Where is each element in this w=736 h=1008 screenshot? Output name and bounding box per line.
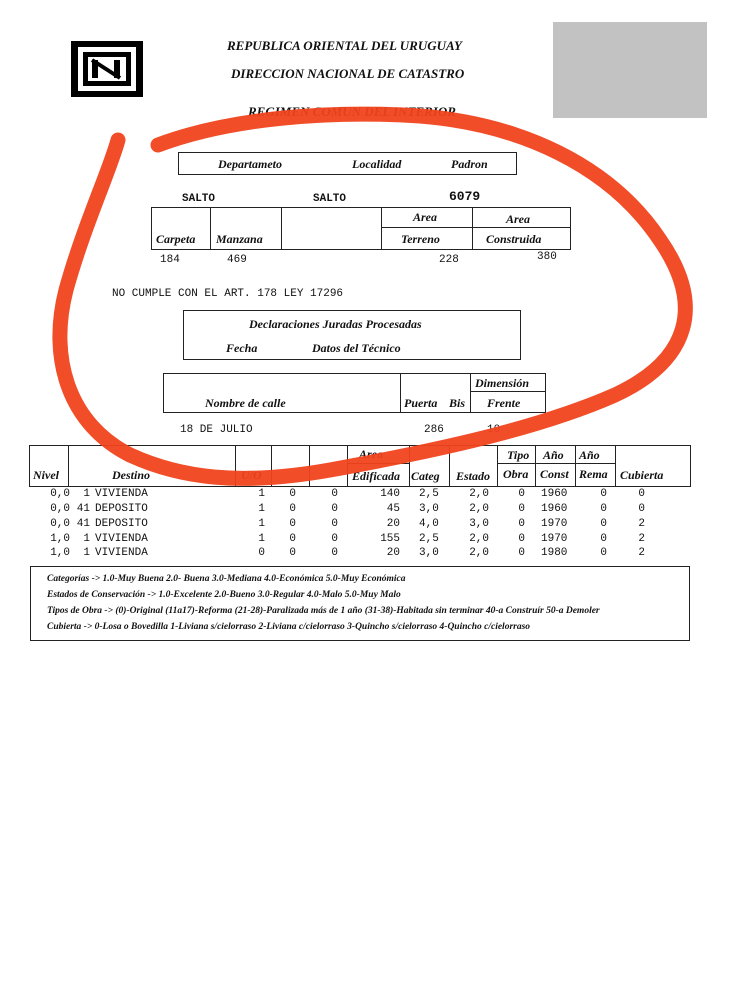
tipo-header-bottom: Obra <box>503 467 529 481</box>
estado-header: Estado <box>456 469 491 483</box>
legend-estados: Estados de Conservación -> 1.0-Excelente 2.0-Bueno 3.0-Regular 4.0-Malo 5.0-Muy Malo <box>47 590 401 600</box>
departamento-value: SALTO <box>182 193 216 205</box>
nivel-cell: 0,0 <box>50 503 70 515</box>
code-cell: 41 <box>76 503 90 515</box>
cubierta-cell: 2 <box>638 533 645 545</box>
categ-cell: 3,0 <box>419 503 439 515</box>
puerta-label: Puerta <box>404 396 438 410</box>
rema-cell: 0 <box>600 547 607 559</box>
c3-cell: 0 <box>331 503 338 515</box>
cubierta-header: Cubierta <box>620 468 664 482</box>
bis-label: Bis <box>449 396 466 410</box>
uo-cell: 1 <box>258 533 265 545</box>
table-row <box>0 518 736 532</box>
const-cell: 1970 <box>541 533 568 545</box>
uo-cell: 1 <box>258 518 265 530</box>
calle-label: Nombre de calle <box>205 396 286 410</box>
anio-rema-header-bottom: Rema <box>579 467 608 481</box>
code-cell: 1 <box>83 547 90 559</box>
tipo-cell: 0 <box>518 533 525 545</box>
c2-cell: 0 <box>289 518 296 530</box>
destino-cell: VIVIENDA <box>95 533 148 545</box>
localidad-label: Localidad <box>352 157 402 171</box>
destino-cell: DEPOSITO <box>95 503 148 515</box>
fecha-label: Fecha <box>226 341 258 355</box>
table-row <box>0 488 736 502</box>
area-construida-label-top: Area <box>506 212 530 226</box>
anio-const-header-bottom: Const <box>540 467 569 481</box>
c2-cell: 0 <box>289 547 296 559</box>
code-cell: 1 <box>83 488 90 500</box>
area-construida-label-bottom: Construida <box>486 232 542 246</box>
declarations-title: Declaraciones Juradas Procesadas <box>249 317 422 331</box>
c3-cell: 0 <box>331 547 338 559</box>
area-terreno-label-top: Area <box>413 210 437 224</box>
legend-categorias: Categorías -> 1.0-Muy Buena 2.0- Buena 3.0-Mediana 4.0-Económica 5.0-Muy Económica <box>47 574 406 584</box>
categ-cell: 2,5 <box>419 488 439 500</box>
uo-header: U/O <box>241 468 262 482</box>
anio-const-header-top: Año <box>543 448 564 462</box>
c3-cell: 0 <box>331 518 338 530</box>
padron-value: 6079 <box>449 189 481 204</box>
carpeta-value: 184 <box>160 254 180 266</box>
c3-cell: 0 <box>331 533 338 545</box>
const-cell: 1960 <box>541 503 568 515</box>
carpeta-label: Carpeta <box>156 232 196 246</box>
c2-cell: 0 <box>289 503 296 515</box>
puerta-value: 286 <box>424 424 444 436</box>
area-construida-value: 380 <box>537 251 557 263</box>
cubierta-cell: 0 <box>638 488 645 500</box>
const-cell: 1970 <box>541 518 568 530</box>
tecnico-label: Datos del Técnico <box>312 341 401 355</box>
header-title-republica: REPUBLICA ORIENTAL DEL URUGUAY <box>227 38 462 53</box>
nivel-cell: 1,0 <box>50 533 70 545</box>
rema-cell: 0 <box>600 518 607 530</box>
nivel-cell: 0,0 <box>50 518 70 530</box>
area-header-top: Area <box>359 447 383 461</box>
redacted-area <box>553 22 707 118</box>
tipo-header-top: Tipo <box>507 448 530 462</box>
c2-cell: 0 <box>289 488 296 500</box>
categ-cell: 3,0 <box>419 547 439 559</box>
nivel-cell: 1,0 <box>50 547 70 559</box>
frente-label: Frente <box>487 396 521 410</box>
destino-cell: VIVIENDA <box>95 488 148 500</box>
area-cell: 45 <box>386 503 400 515</box>
catastro-logo <box>70 40 144 98</box>
table-row <box>0 533 736 547</box>
manzana-value: 469 <box>227 254 247 266</box>
anio-rema-header-top: Año <box>579 448 600 462</box>
departamento-label: Departameto <box>218 157 282 171</box>
tipo-cell: 0 <box>518 503 525 515</box>
area-cell: 20 <box>386 547 400 559</box>
area-cell: 155 <box>380 533 400 545</box>
area-terreno-label-bottom: Terreno <box>401 232 440 246</box>
uo-cell: 1 <box>258 503 265 515</box>
uo-cell: 0 <box>258 547 265 559</box>
const-cell: 1960 <box>541 488 568 500</box>
estado-cell: 2,0 <box>469 503 489 515</box>
c2-cell: 0 <box>289 533 296 545</box>
categ-cell: 2,5 <box>419 533 439 545</box>
destino-cell: DEPOSITO <box>95 518 148 530</box>
area-cell: 140 <box>380 488 400 500</box>
dimension-label: Dimensión <box>475 376 530 390</box>
legend-tipos-obra: Tipos de Obra -> (0)-Original (11a17)-Reforma (21-28)-Paralizada más de 1 año (31-38)-Habitada sin terminar 40-a Construír 50-a Demoler <box>47 606 600 616</box>
tipo-cell: 0 <box>518 488 525 500</box>
cubierta-cell: 0 <box>638 503 645 515</box>
table-row <box>0 503 736 517</box>
header-regime: REGIMEN COMUN DEL INTERIOR <box>248 104 456 119</box>
legend-cubierta: Cubierta -> 0-Losa o Bovedilla 1-Liviana s/cielorraso 2-Liviana c/cielorraso 3-Quincho s/cielorraso 4-Quincho c/cielorraso <box>47 622 531 632</box>
cubierta-cell: 2 <box>638 547 645 559</box>
area-cell: 20 <box>386 518 400 530</box>
padron-label: Padron <box>451 157 488 171</box>
legal-notice: NO CUMPLE CON EL ART. 178 LEY 17296 <box>112 288 344 300</box>
frente-value: 10 <box>487 424 501 436</box>
destino-cell: VIVIENDA <box>95 547 148 559</box>
estado-cell: 2,0 <box>469 488 489 500</box>
nivel-cell: 0,0 <box>50 488 70 500</box>
manzana-label: Manzana <box>216 232 263 246</box>
destino-header: Destino <box>112 468 151 482</box>
c3-cell: 0 <box>331 488 338 500</box>
header-title-direccion: DIRECCION NACIONAL DE CATASTRO <box>231 66 465 81</box>
calle-value: 18 DE JULIO <box>180 424 253 436</box>
code-cell: 1 <box>83 533 90 545</box>
cubierta-cell: 2 <box>638 518 645 530</box>
rema-cell: 0 <box>600 503 607 515</box>
categ-cell: 4,0 <box>419 518 439 530</box>
rema-cell: 0 <box>600 533 607 545</box>
code-cell: 41 <box>76 518 90 530</box>
tipo-cell: 0 <box>518 547 525 559</box>
localidad-value: SALTO <box>313 193 347 205</box>
table-row <box>0 547 736 561</box>
legend-box <box>30 566 690 641</box>
const-cell: 1980 <box>541 547 568 559</box>
estado-cell: 2,0 <box>469 547 489 559</box>
rema-cell: 0 <box>600 488 607 500</box>
categ-header: Categ <box>411 469 440 483</box>
area-terreno-value: 228 <box>439 254 459 266</box>
estado-cell: 3,0 <box>469 518 489 530</box>
tipo-cell: 0 <box>518 518 525 530</box>
estado-cell: 2,0 <box>469 533 489 545</box>
uo-cell: 1 <box>258 488 265 500</box>
nivel-header: Nivel <box>33 468 59 482</box>
area-header-bottom: Edificada <box>352 469 400 483</box>
